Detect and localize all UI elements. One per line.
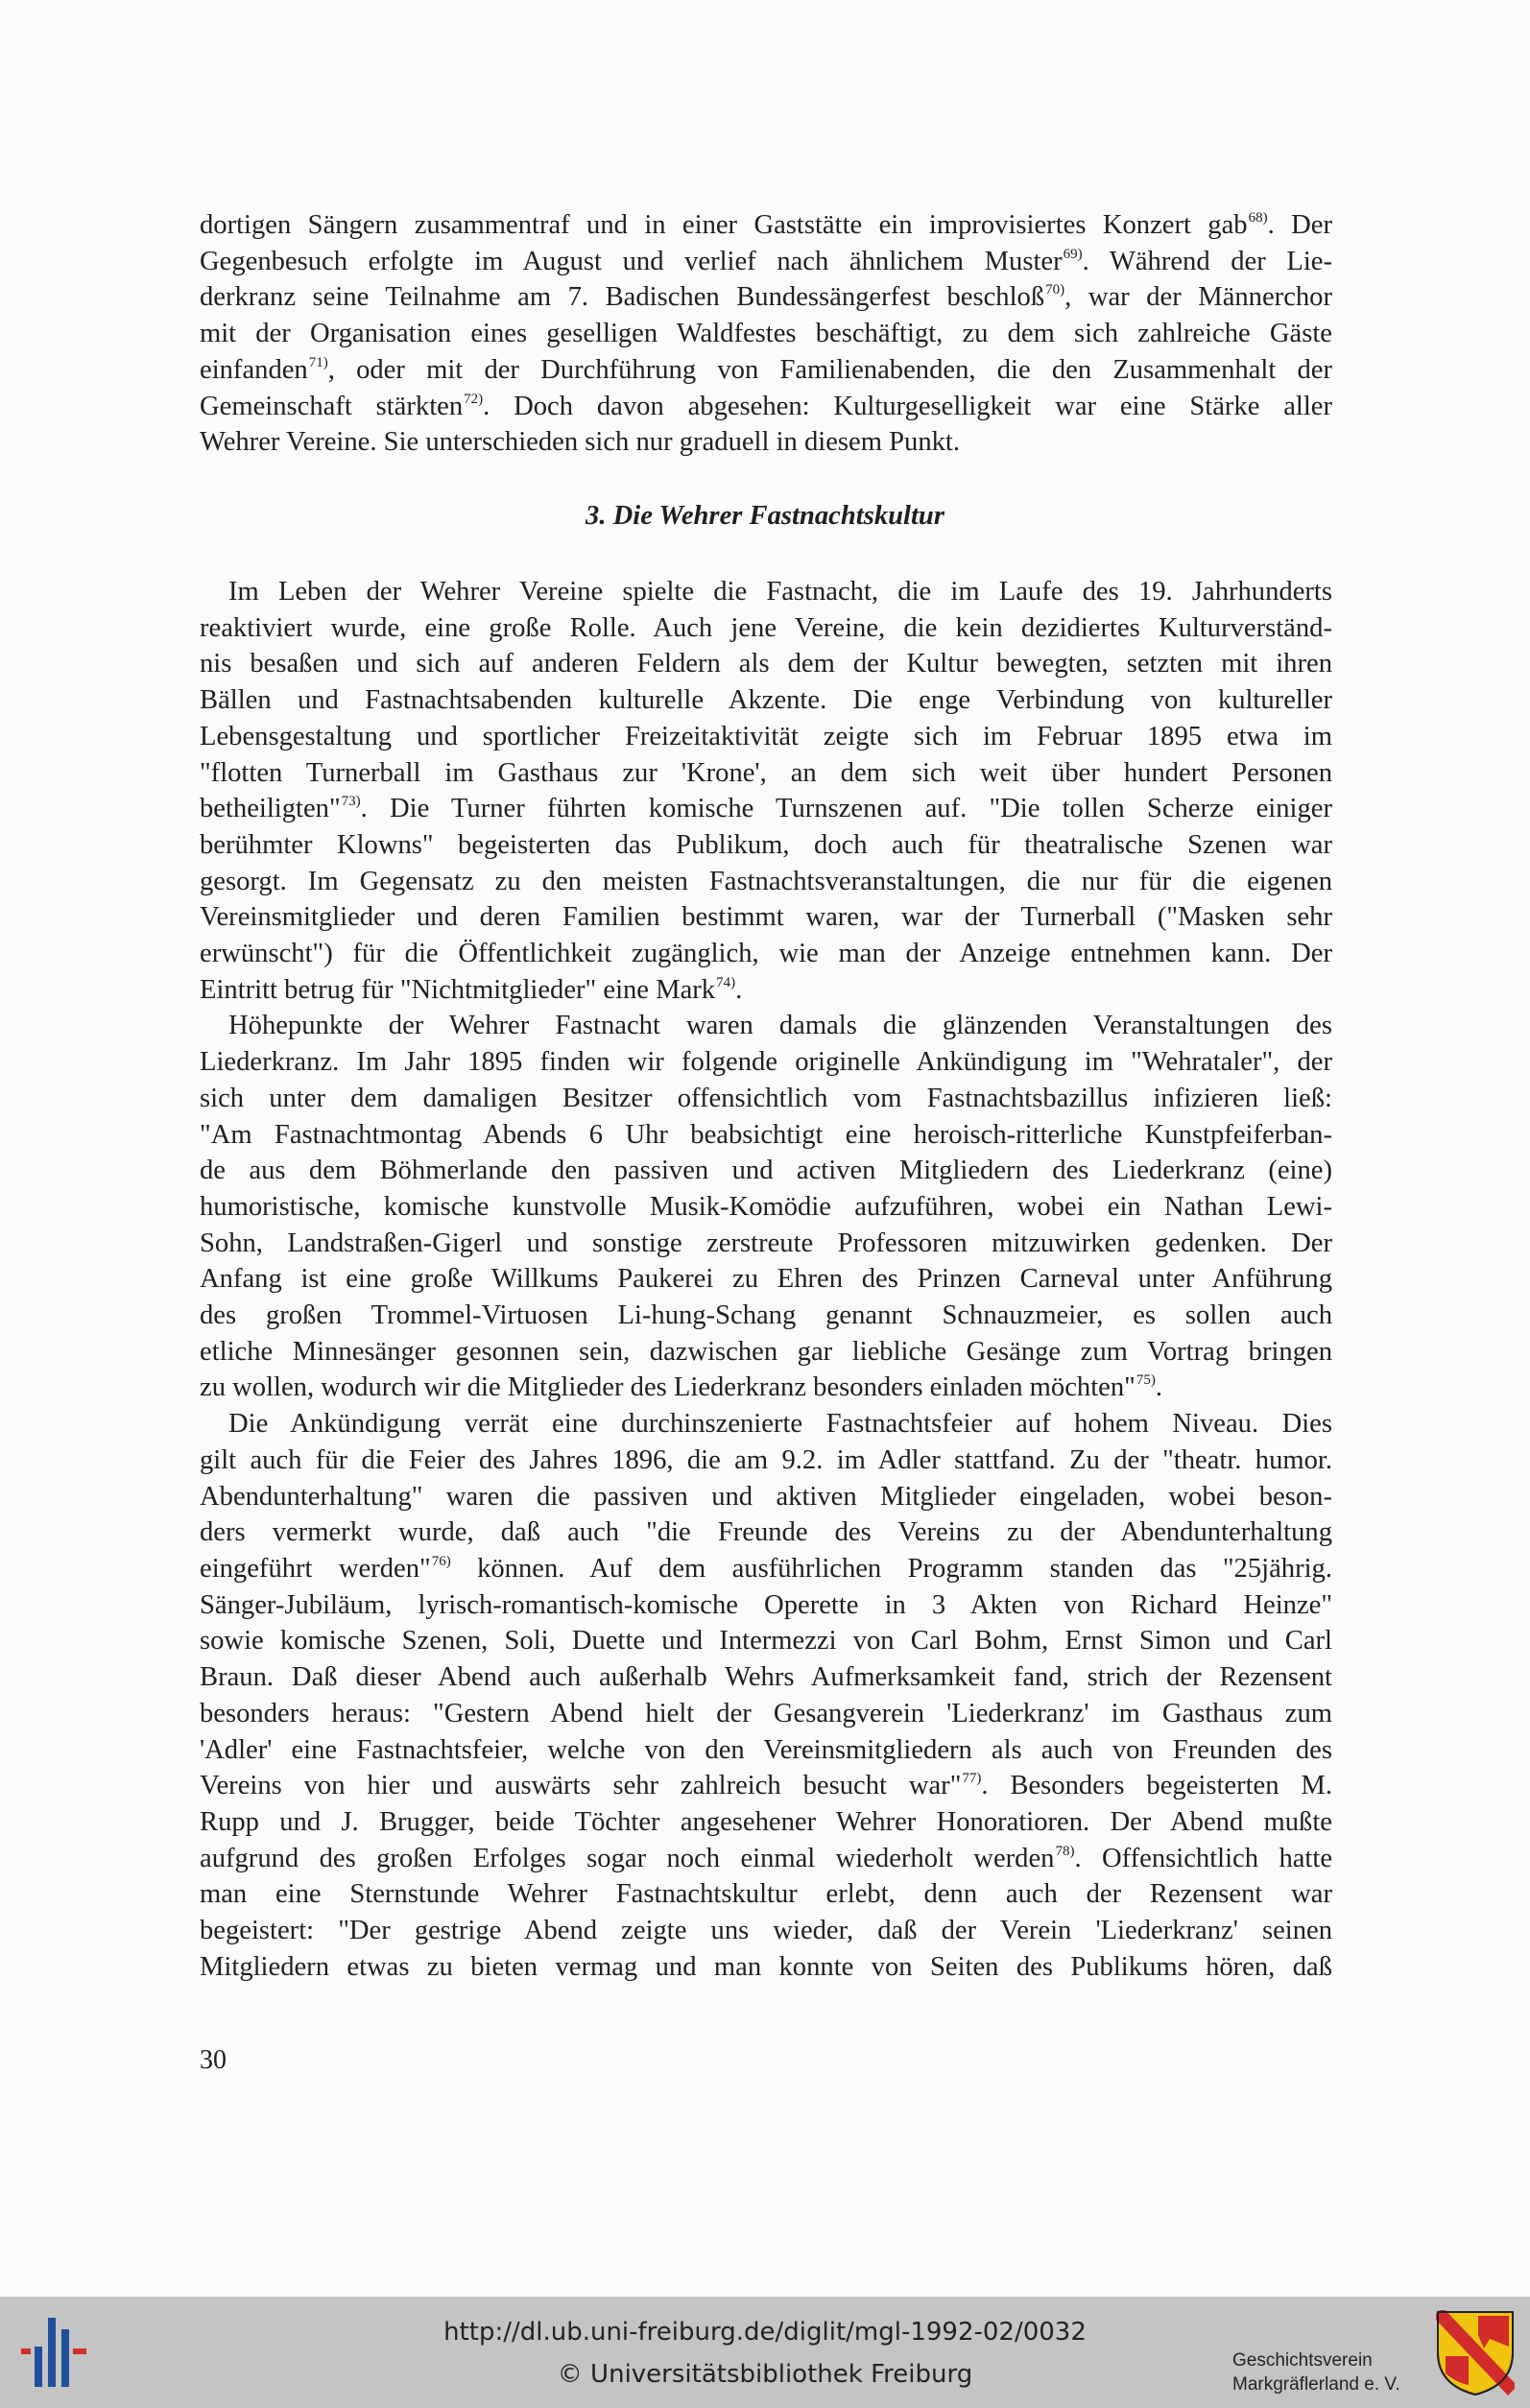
line-text: etliche Minnesänger gesonnen sein, dazwischen gar liebliche Gesänge zum Vortrag bringen xyxy=(200,1336,1332,1367)
text-line xyxy=(200,424,1332,461)
text-line xyxy=(200,244,1332,280)
paragraph-1 xyxy=(200,207,1332,461)
line-text: Abendunterhaltung" waren die passiven und aktiven Mitglieder eingeladen, wobei beson- xyxy=(200,1481,1332,1512)
line-text: de aus dem Böhmerlande den passiven und activen Mitgliedern des Liederkranz (eine) xyxy=(200,1156,1332,1186)
line-text: . xyxy=(735,974,743,1005)
text-line xyxy=(200,1153,1332,1189)
line-text: Gegenbesuch erfolgte im August und verlief nach ähnlichem Muster xyxy=(200,246,1063,276)
text-line xyxy=(200,1913,1332,1949)
line-text: Bällen und Fastnachtsabenden kulturelle Akzente. Die enge Verbindung von kultureller xyxy=(200,685,1332,716)
footnote-marker: 70) xyxy=(1045,282,1065,298)
text-line xyxy=(200,972,1332,1009)
footnote-marker: 69) xyxy=(1063,246,1083,262)
line-text: dortigen Sängern zusammentraf und in einer Gaststätte ein improvisiertes Konzert gab xyxy=(200,210,1248,240)
line-text: zu wollen, wodurch wir die Mitglieder des Liederkranz besonders einladen möchten" xyxy=(200,1372,1136,1403)
text-line xyxy=(200,827,1332,864)
text-line xyxy=(200,1841,1332,1877)
text-line xyxy=(200,1804,1332,1841)
line-text: nis besaßen und sich auf anderen Feldern als dem der Kultur bewegten, setzten mit ihren xyxy=(200,649,1332,679)
line-text: Die Ankündigung verrät eine durchinszenierte Fastnachtsfeier auf hohem Niveau. Dies xyxy=(228,1409,1332,1440)
line-text: "flotten Turnerball im Gasthaus zur 'Krone', an dem sich weit über hundert Personen xyxy=(200,757,1332,788)
text-line xyxy=(200,1406,1332,1442)
text-line xyxy=(200,1551,1332,1587)
line-text: sowie komische Szenen, Soli, Duette und Intermezzi von Carl Bohm, Ernst Simon und Carl xyxy=(200,1626,1332,1657)
section-heading: 3. Die Wehrer Fastnachtskultur xyxy=(586,501,944,531)
line-text: Sohn, Landstraßen-Gigerl und sonstige zerstreute Professoren mitzuwirken gedenken. Der xyxy=(200,1228,1332,1258)
line-text: sich unter dem damaligen Besitzer offensichtlich vom Fastnachtsbazillus infizieren ließ: xyxy=(200,1083,1332,1113)
line-text: , oder mit der Durchführung von Familienabenden, die den Zusammenhalt der xyxy=(327,354,1332,385)
line-text: man eine Sternstunde Wehrer Fastnachtskultur erlebt, denn auch der Rezensent war xyxy=(200,1879,1332,1910)
text-line xyxy=(200,574,1332,610)
line-text: 'Adler' eine Fastnachtsfeier, welche von den Vereinsmitgliedern als auch von Freunden des xyxy=(200,1734,1332,1765)
text-line xyxy=(200,1044,1332,1081)
line-text: Braun. Daß dieser Abend auch außerhalb Wehrs Aufmerksamkeit fand, strich der Rezensent xyxy=(200,1662,1332,1693)
line-text: können. Auf dem ausführlichen Programm standen das "25jährig. xyxy=(450,1553,1332,1584)
line-text: . Während der Lie- xyxy=(1082,246,1333,276)
line-text: begeistert: "Der gestrige Abend zeigte uns wieder, daß der Verein 'Liederkranz' seinen xyxy=(200,1916,1332,1946)
text-line xyxy=(200,1659,1332,1696)
text-line xyxy=(200,755,1332,792)
line-text: ders vermerkt wurde, daß auch "die Freunde des Vereins zu der Abendunterhaltung xyxy=(200,1517,1332,1548)
text-line xyxy=(200,1298,1332,1334)
text-line xyxy=(200,1261,1332,1298)
text-line xyxy=(200,1949,1332,1986)
line-text: derkranz seine Teilnahme am 7. Badischen Bundessängerfest beschloß xyxy=(200,282,1045,313)
text-line xyxy=(200,1623,1332,1659)
footnote-marker: 77) xyxy=(962,1771,982,1787)
text-line xyxy=(200,207,1332,244)
line-text: Im Leben der Wehrer Vereine spielte die Fastnacht, die im Laufe des 19. Jahrhunderts xyxy=(228,577,1332,607)
text-line xyxy=(200,899,1332,936)
text-line xyxy=(200,1370,1332,1406)
text-line xyxy=(200,1189,1332,1226)
society-line-1: Geschichtsverein xyxy=(1232,2350,1373,2371)
line-text: einfanden xyxy=(200,354,308,385)
line-text: . xyxy=(1155,1372,1162,1403)
text-line xyxy=(200,1876,1332,1913)
text-line xyxy=(200,1081,1332,1117)
text-line xyxy=(200,1696,1332,1732)
text-line xyxy=(200,1334,1332,1371)
society-line-2: Markgräflerland e. V. xyxy=(1232,2374,1400,2395)
footnote-marker: 72) xyxy=(464,391,484,407)
line-text: Liederkranz. Im Jahr 1895 finden wir folgende originelle Ankündigung im "Wehrataler", der xyxy=(200,1047,1332,1078)
text-line xyxy=(200,389,1332,425)
line-text: reaktiviert wurde, eine große Rolle. Auch jene Vereine, die kein dezidiertes Kulturverständ- xyxy=(200,612,1332,643)
page-number: 30 xyxy=(200,2045,227,2075)
text-line xyxy=(200,316,1332,352)
line-text: gilt auch für die Feier des Jahres 1896, die am 9.2. im Adler stattfand. Zu der "theatr. humor. xyxy=(200,1444,1332,1475)
footer-copyright: © Universitätsbibliothek Freiburg xyxy=(557,2360,973,2389)
line-text: . Doch davon abgesehen: Kulturgeselligkeit war eine Stärke aller xyxy=(483,391,1333,421)
text-line xyxy=(200,1008,1332,1044)
line-text: Lebensgestaltung und sportlicher Freizeitaktivität zeigte sich im Februar 1895 etwa im xyxy=(200,721,1332,751)
line-text: . Der xyxy=(1267,210,1332,240)
footnote-marker: 74) xyxy=(716,974,736,990)
footer-bar xyxy=(0,2297,1530,2408)
line-text: Anfang ist eine große Willkums Paukerei zu Ehren des Prinzen Carneval unter Anführung xyxy=(200,1264,1332,1295)
line-text: Vereinsmitglieder und deren Familien bestimmt waren, war der Turnerball ("Masken sehr xyxy=(200,902,1332,933)
paragraph-2 xyxy=(200,574,1332,1985)
text-line xyxy=(200,1442,1332,1479)
text-line xyxy=(200,352,1332,389)
footnote-marker: 75) xyxy=(1136,1372,1156,1389)
line-text: , war der Männerchor xyxy=(1064,282,1332,313)
line-text: berühmter Klowns" begeisterten das Publikum, doch auch für theatralische Szenen war xyxy=(200,829,1332,860)
footnote-marker: 71) xyxy=(308,354,328,370)
footer-url-link[interactable]: http://dl.ub.uni-freiburg.de/diglit/mgl-1992-02/0032 xyxy=(443,2318,1087,2347)
line-text: Höhepunkte der Wehrer Fastnacht waren damals die glänzenden Veranstaltungen des xyxy=(228,1011,1332,1041)
line-text: mit der Organisation eines geselligen Waldfestes beschäftigt, zu dem sich zahlreiche Gäste xyxy=(200,319,1332,349)
line-text: "Am Fastnachtmontag Abends 6 Uhr beabsichtigt eine heroisch-ritterliche Kunstpfeiferban- xyxy=(200,1119,1332,1150)
line-text: Wehrer Vereine. Sie unterschieden sich nur graduell in diesem Punkt. xyxy=(200,427,961,458)
footnote-marker: 78) xyxy=(1055,1843,1075,1859)
line-text: Vereins von hier und auswärts sehr zahlreich besucht war" xyxy=(200,1771,962,1801)
footnote-marker: 76) xyxy=(431,1553,451,1569)
line-text: besonders heraus: "Gestern Abend hielt der Gesangverein 'Liederkranz' im Gasthaus zum xyxy=(200,1698,1332,1729)
text-line xyxy=(200,1587,1332,1624)
line-text: des großen Trommel-Virtuosen Li-hung-Schang genannt Schnauzmeier, es sollen auch xyxy=(200,1300,1332,1331)
footnote-marker: 73) xyxy=(341,794,361,810)
line-text: Rupp und J. Brugger, beide Töchter angesehener Wehrer Honoratioren. Der Abend mußte xyxy=(200,1806,1332,1837)
text-line xyxy=(200,1226,1332,1262)
society-name xyxy=(1232,2348,1424,2396)
line-text: Eintritt betrug für "Nichtmitglieder" eine Mark xyxy=(200,974,716,1005)
footnote-marker: 68) xyxy=(1248,210,1268,226)
text-line xyxy=(200,719,1332,755)
text-line xyxy=(200,1514,1332,1551)
line-text: gesorgt. Im Gegensatz zu den meisten Fastnachtsveranstaltungen, die nur für die eigenen xyxy=(200,866,1332,896)
text-line xyxy=(200,1479,1332,1515)
coat-of-arms-icon[interactable] xyxy=(1436,2310,1515,2396)
line-text: humoristische, komische kunstvolle Musik-Komödie aufzuführen, wobei ein Nathan Lewi- xyxy=(200,1191,1332,1222)
line-text: aufgrund des großen Erfolges sogar noch einmal wiederholt werden xyxy=(200,1843,1055,1873)
text-line xyxy=(200,1732,1332,1769)
line-text: betheiligten" xyxy=(200,794,341,824)
text-line xyxy=(200,864,1332,900)
text-line xyxy=(200,279,1332,316)
line-text: Mitgliedern etwas zu bieten vermag und man konnte von Seiten des Publikums hören, daß xyxy=(200,1951,1332,1982)
line-text: . Besonders begeisterten M. xyxy=(981,1771,1332,1801)
line-text: . Offensichtlich hatte xyxy=(1074,1843,1333,1873)
text-line xyxy=(200,682,1332,719)
line-text: erwünscht") für die Öffentlichkeit zugänglich, wie man der Anzeige entnehmen kann. Der xyxy=(200,939,1332,969)
text-line xyxy=(200,610,1332,647)
text-line xyxy=(200,1117,1332,1154)
text-line xyxy=(200,1768,1332,1804)
line-text: eingeführt werden" xyxy=(200,1553,431,1584)
text-line xyxy=(200,646,1332,682)
text-line xyxy=(200,791,1332,827)
line-text: Gemeinschaft stärkten xyxy=(200,391,464,421)
line-text: Sänger-Jubiläum, lyrisch-romantisch-komische Operette in 3 Akten von Richard Heinze" xyxy=(200,1589,1332,1620)
line-text: . Die Turner führten komische Turnszenen auf. "Die tollen Scherze einiger xyxy=(360,794,1332,824)
text-line xyxy=(200,936,1332,972)
